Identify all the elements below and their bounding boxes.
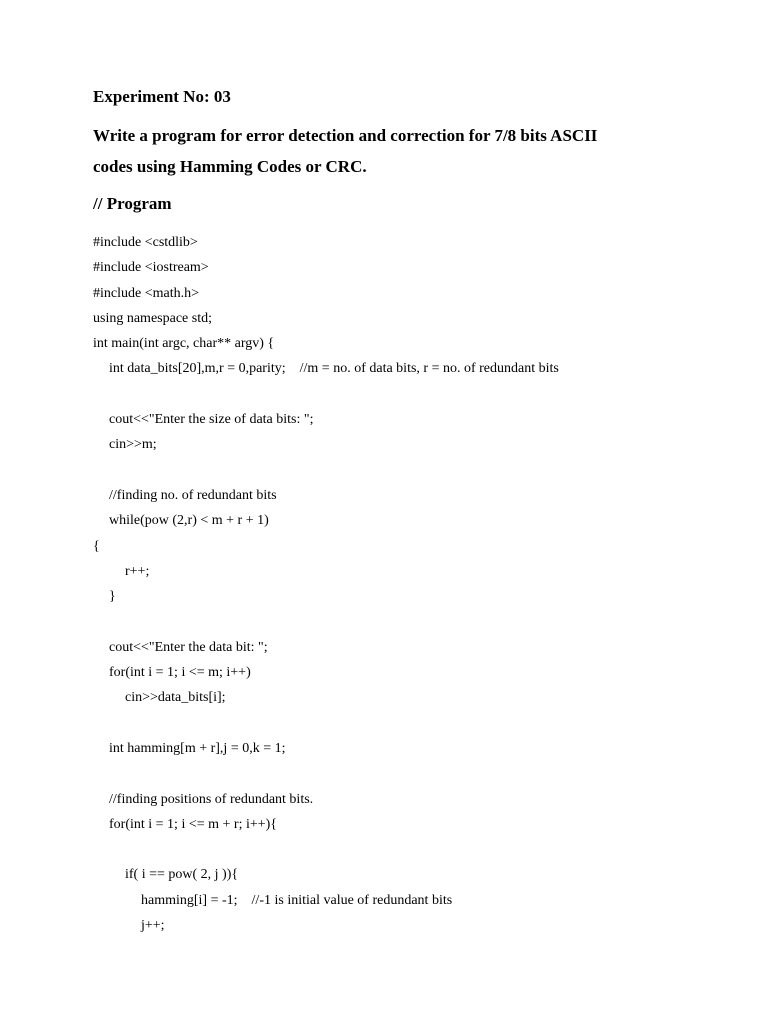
- task-line-1: Write a program for error detection and correction for 7/8 bits ASCII: [93, 126, 598, 145]
- code-line: //finding positions of redundant bits.: [109, 791, 314, 807]
- code-line: cin>>m;: [109, 437, 157, 453]
- code-line: #include <iostream>: [93, 260, 209, 276]
- code-line: [0, 609, 768, 634]
- code-listing: [0, 230, 768, 938]
- code-line: for(int i = 1; i <= m; i++): [109, 665, 251, 681]
- code-line: #include <math.h>: [93, 285, 199, 301]
- code-line: [0, 458, 768, 483]
- code-line: if( i == pow( 2, j )){: [125, 867, 239, 883]
- code-line: #include <cstdlib>: [93, 235, 198, 250]
- code-line: [0, 382, 768, 407]
- code-line: cout<<"Enter the data bit: ";: [109, 639, 268, 655]
- code-line: hamming[i] = -1; //-1 is initial value of redundant bits: [141, 892, 453, 908]
- code-line: [0, 711, 768, 736]
- code-line: for(int i = 1; i <= m + r; i++){: [109, 816, 278, 832]
- code-line: }: [109, 589, 116, 605]
- code-line: r++;: [125, 563, 150, 579]
- code-line: cin>>data_bits[i];: [125, 690, 226, 706]
- code-line: int data_bits[20],m,r = 0,parity; //m = no. of data bits, r = no. of redundant bits: [109, 361, 559, 377]
- code-line: //finding no. of redundant bits: [109, 487, 277, 503]
- code-line: [0, 837, 768, 862]
- code-line: {: [93, 538, 100, 554]
- code-line: cout<<"Enter the size of data bits: ";: [109, 412, 314, 428]
- code-line: int main(int argc, char** argv) {: [93, 336, 275, 352]
- code-line: j++;: [141, 918, 165, 934]
- code-line: [0, 761, 768, 786]
- code-line: int hamming[m + r],j = 0,k = 1;: [109, 740, 286, 756]
- task-line-2: codes using Hamming Codes or CRC.: [93, 157, 367, 176]
- code-line: using namespace std;: [93, 310, 212, 326]
- code-line: while(pow (2,r) < m + r + 1): [109, 513, 269, 529]
- program-heading: // Program: [93, 194, 172, 213]
- experiment-title: Experiment No: 03: [93, 87, 231, 106]
